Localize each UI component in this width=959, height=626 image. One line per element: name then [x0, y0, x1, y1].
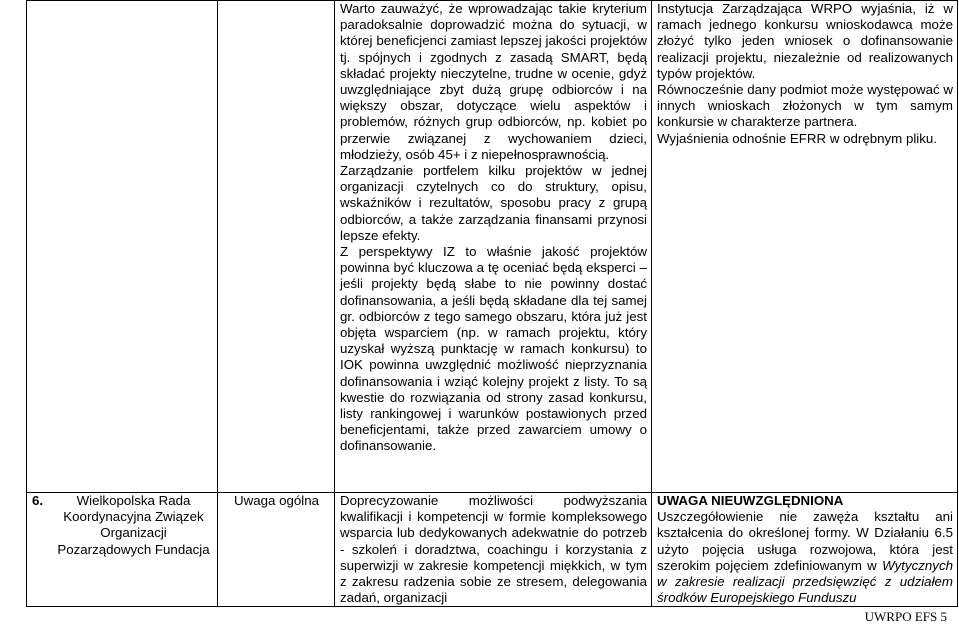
remark-type-cell — [218, 493, 335, 607]
page-footer: UWRPO EFS 5 — [864, 609, 947, 624]
prev-remark-cell — [335, 1, 652, 493]
response-paragraph: Równocześnie dany podmiot może występować w innych wnioskach złożonych w tym samym konkursie w charakterze partnera. — [657, 82, 953, 130]
response-cell — [652, 493, 958, 607]
remark-paragraph: Warto zauważyć, że wprowadzając takie kryterium paradoksalnie doprowadzić można do sytuacji, w której beneficjenci zamiast lepszej jakości projektów tj. spójnych i zgodnych z zasadą SMART, będą składać projekty nieczytelne, trudne w ocenie, gdyż uwzględniające zbyt dużą grupę odbiorców i na większy obszar, dotyczące wielu aspektów i problemów, różnych grup odbiorców, np. kobiet po przerwie związanej z wychowaniem dzieci, młodzieży, osób 45+ i z niepełnosprawnością. — [340, 1, 647, 162]
response-paragraph: Wyjaśnienia odnośnie EFRR w odrębnym pliku. — [657, 130, 937, 146]
response-paragraph: Instytucja Zarządzająca WRPO wyjaśnia, iż w ramach jednego konkursu wnioskodawca może złożyć tylko jeden wniosek o dofinansowanie realizacji projektu, niezależnie od realizowanych typów projektów. — [657, 1, 953, 81]
row-number: 6. — [32, 493, 44, 508]
organization-name: Wielkopolska Rada Koordynacyjna Związek Organizacji Pozarządowych Fundacja — [57, 493, 210, 557]
prev-response-cell — [652, 1, 958, 493]
guidelines-title: Wytycznych w zakresie realizacji przedsięwzięć z udziałem środków Europejskiego Funduszu — [657, 557, 953, 606]
remark-text: Doprecyzowanie możliwości podwyższania kwalifikacji i kompetencji w formie kompleksowego wsparcia lub dedykowanych adekwatnie do potrzeb - szkoleń i doradztwa, coachingu i korzystania z superwizji w zakresie kompetencji miękkich, w tym z zakresu radzenia sobie ze stresem, delegowania zadań, organizacji — [340, 493, 647, 606]
prev-number-org-cell — [27, 1, 218, 493]
prev-type-cell — [218, 1, 335, 493]
response-heading: UWAGA NIEUWZGLĘDNIONA — [657, 493, 844, 508]
number-org-cell — [27, 493, 218, 607]
table-row — [27, 1, 958, 493]
table-row — [27, 493, 958, 607]
remark-cell — [335, 493, 652, 607]
consultation-table — [26, 0, 958, 607]
remark-paragraph: Zarządzanie portfelem kilku projektów w jednej organizacji czytelnych co do struktury, opisu, wskaźników i rezultatów, sposobu pracy z grupą odbiorców, a także zarządzania finansami przynosi lepsze efekty. — [340, 163, 647, 243]
remark-type: Uwaga ogólna — [233, 493, 319, 508]
remark-paragraph: Z perspektywy IZ to właśnie jakość projektów powinna być kluczowa a tę oceniać będą eksperci – jeśli projekty będą słabe to nie powinny dostać dofinansowania, a jeśli będą składane dla tej samej gr. odbiorców z tego samego obszaru, która już jest objęta wsparciem (np. w ramach projektu, który uzyskał wyższą punktację w ramach konkursu) to IOK powinna uwzględnić możliwość nieprzyznania dofinansowania i wziąć kolejny projekt z listy. To są kwestie do rozwiązania od strony zasad konkursu, listy rankingowej i warunków postawionych przed beneficjentami, także przed zawarciem umowy o dofinansowanie. — [340, 244, 647, 454]
response-text: Uszczegółowienie nie zawęża kształtu ani kształcenia do określonej formy. W Działaniu 6.5 użyto pojęcia usługa rozwojowa, która jest szerokim pojęciem zdefiniowanym w Wytycznych w zakresie realizacji przedsięwzięć z udziałem środków Europejskiego Funduszu — [657, 509, 953, 606]
